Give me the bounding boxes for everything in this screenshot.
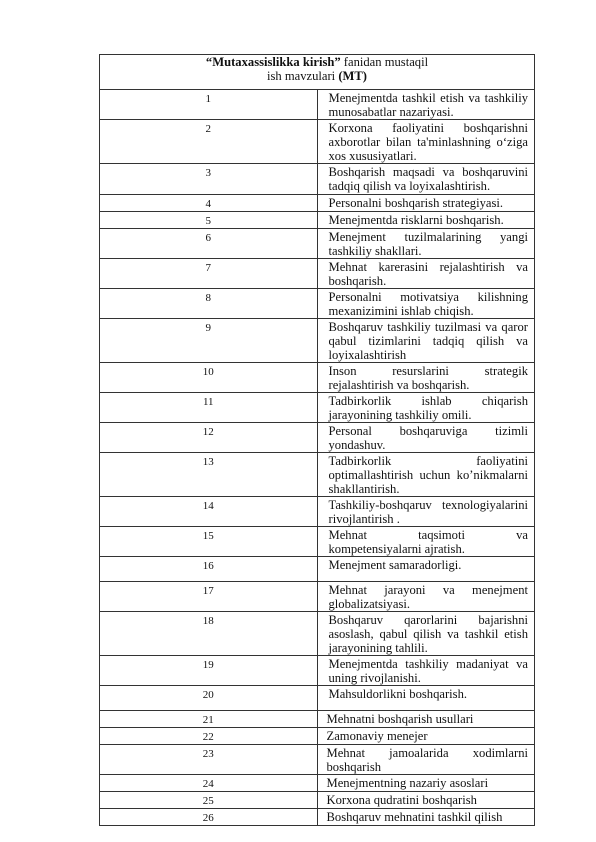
row-topic: Tashkiliy-boshqaruv texnologiyalarini rivojlantirish . [317,497,535,527]
table-row [100,363,535,393]
row-number: 22 [100,728,318,745]
row-topic: Mehnatni boshqarish usullari [317,711,535,728]
table-row [100,792,535,809]
table-row [100,453,535,497]
table-row [100,656,535,686]
row-number: 4 [100,195,318,212]
row-topic: Boshqaruv mehnatini tashkil qilish [317,809,535,826]
table-row [100,582,535,612]
row-topic: Boshqaruv qarorlarini bajarishni asoslash, qabul qilish va tashkil etish jarayonining tahlili. [317,612,535,656]
header-title [100,55,534,69]
row-topic: Korxona qudratini boshqarish [317,792,535,809]
row-topic: Boshqaruv tashkiliy tuzilmasi va qaror qabul tizimlarini tadqiq qilish va loyixalashtirish [317,319,535,363]
row-topic: Mehnat karerasini rejalashtirish va boshqarish. [317,259,535,289]
table-row [100,527,535,557]
table-row [100,728,535,745]
row-number: 16 [100,557,318,582]
table-row [100,612,535,656]
table-row [100,195,535,212]
row-topic: Tadbirkorlik ishlab chiqarish jarayonining tashkiliy omili. [317,393,535,423]
row-topic: Menejmentda tashkil etish va tashkiliy munosabatlar nazariyasi. [317,90,535,120]
row-number: 13 [100,453,318,497]
row-topic: Tadbirkorlik faoliyatini optimallashtirish uchun ko’nikmalarni shakllantirish. [317,453,535,497]
row-topic: Menejmentda tashkiliy madaniyat va uning rivojlanishi. [317,656,535,686]
row-topic: Menejment samaradorligi. [317,557,535,582]
table-row [100,557,535,582]
row-number: 11 [100,393,318,423]
row-topic: Personal boshqaruviga tizimli yondashuv. [317,423,535,453]
table-row [100,423,535,453]
row-topic: Zamonaviy menejer [317,728,535,745]
row-number: 14 [100,497,318,527]
row-number: 24 [100,775,318,792]
row-topic: Personalni boshqarish strategiyasi. [317,195,535,212]
row-number: 26 [100,809,318,826]
row-topic: Mehnat taqsimoti va kompetensiyalarni ajratish. [317,527,535,557]
row-number: 2 [100,120,318,164]
row-topic: Menejmentning nazariy asoslari [317,775,535,792]
row-number: 12 [100,423,318,453]
table-row [100,775,535,792]
row-topic: Personalni motivatsiya kilishning mexanizimini ishlab chiqish. [317,289,535,319]
row-number: 20 [100,686,318,711]
row-number: 18 [100,612,318,656]
header-title-bold: “Mutaxassislikka kirish” [205,55,341,69]
row-number: 25 [100,792,318,809]
row-number: 5 [100,212,318,229]
table-header-row [100,55,535,90]
row-topic: Mehnat jarayoni va menejment globalizatsiyasi. [317,582,535,612]
row-topic: Inson resurslarini strategik rejalashtirish va boshqarish. [317,363,535,393]
row-topic: Boshqarish maqsadi va boshqaruvini tadqiq qilish va loyixalashtirish. [317,164,535,195]
row-number: 19 [100,656,318,686]
table-row [100,90,535,120]
row-number: 21 [100,711,318,728]
table-row [100,120,535,164]
row-topic: Menejment tuzilmalarining yangi tashkiliy shakllari. [317,229,535,259]
table-row [100,229,535,259]
table-row [100,497,535,527]
row-number: 10 [100,363,318,393]
table-row [100,259,535,289]
table-row [100,289,535,319]
row-number: 6 [100,229,318,259]
table-row [100,164,535,195]
table-row [100,686,535,711]
row-number: 23 [100,745,318,775]
topics-table [99,54,535,826]
row-topic: Korxona faoliyatini boshqarishni axborotlar bilan ta'minlashning o‘ziga xos xususiyatlari. [317,120,535,164]
row-number: 8 [100,289,318,319]
row-number: 1 [100,90,318,120]
row-number: 17 [100,582,318,612]
header-subtitle [100,69,534,83]
table-row [100,711,535,728]
table-row [100,393,535,423]
row-topic: Mahsuldorlikni boshqarish. [317,686,535,711]
table-body [100,90,535,826]
row-number: 15 [100,527,318,557]
row-number: 7 [100,259,318,289]
row-topic: Mehnat jamoalarida xodimlarni boshqarish [317,745,535,775]
header-subtitle-code: (MT) [338,69,368,83]
table-header [100,55,535,90]
table-row [100,212,535,229]
header-title-rest: fanidan mustaqil [340,55,429,69]
table-row [100,745,535,775]
table-row [100,809,535,826]
row-topic: Menejmentda risklarni boshqarish. [317,212,535,229]
row-number: 3 [100,164,318,195]
header-subtitle-text: ish mavzulari [266,69,339,83]
table-row [100,319,535,363]
row-number: 9 [100,319,318,363]
